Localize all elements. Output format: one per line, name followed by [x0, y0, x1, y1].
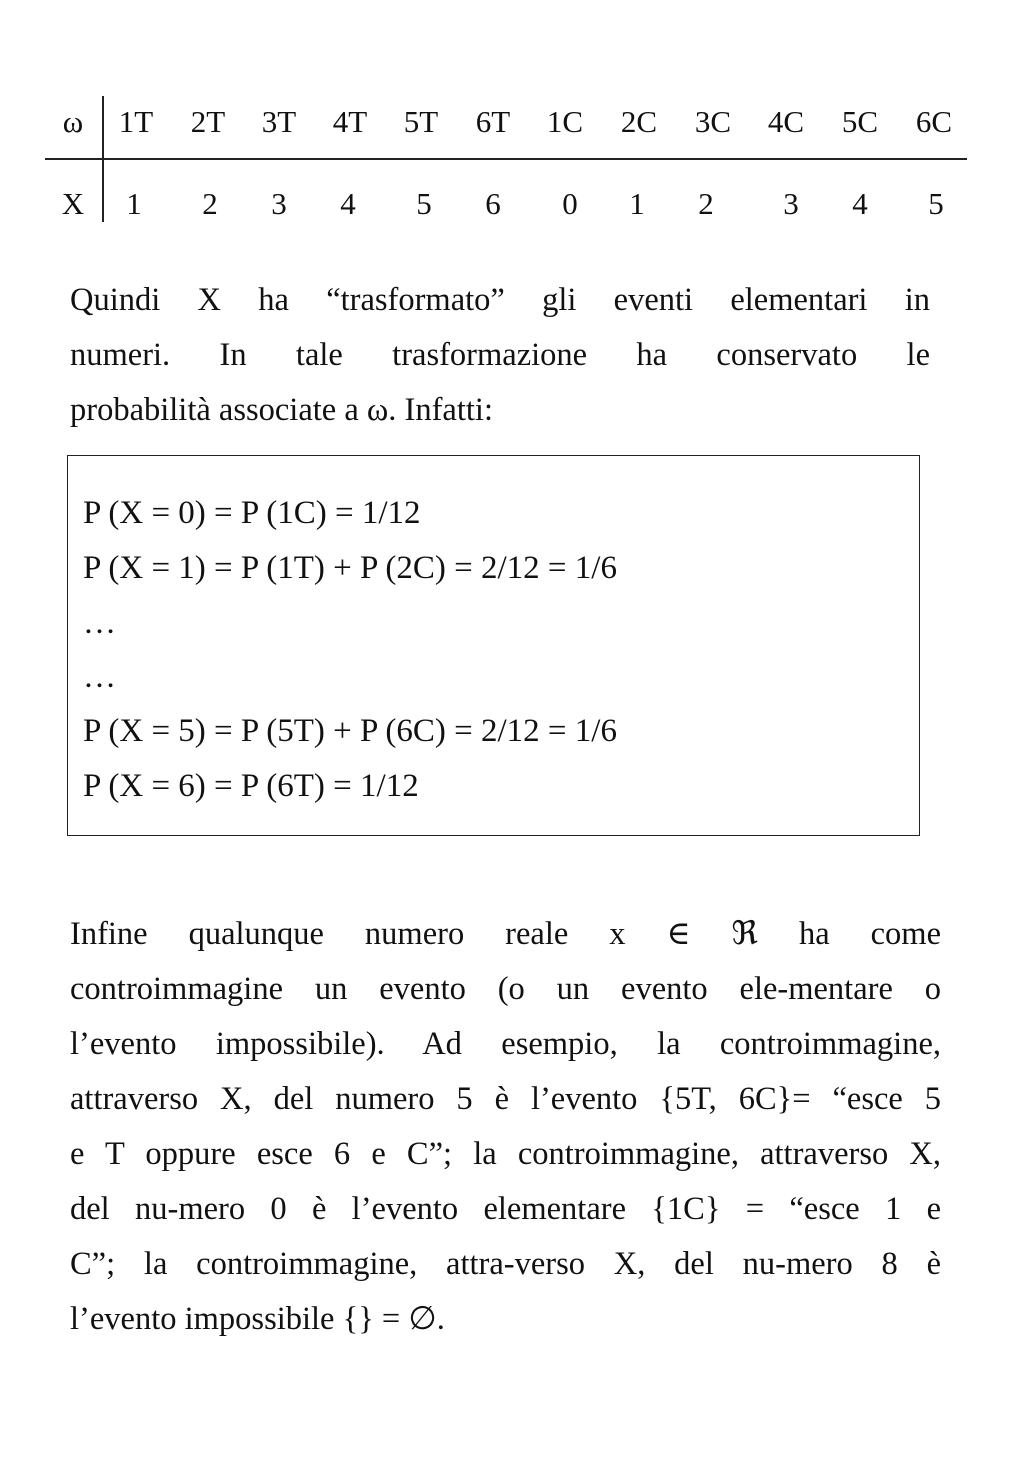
- paragraph-line: C”; la controimmagine, attra-verso X, del nu-mero 8 è: [70, 1246, 941, 1282]
- table-cell: 1T: [118, 104, 154, 139]
- table-cell: 5T: [403, 104, 439, 139]
- table-cell: 5: [928, 186, 944, 221]
- table-cell: 3C: [694, 104, 732, 139]
- intro-paragraph: [70, 273, 930, 438]
- table-cell: 0: [562, 186, 578, 221]
- ellipsis-line: …: [83, 605, 116, 641]
- table-cell: 1: [126, 186, 142, 221]
- table-cell: 5: [416, 186, 432, 221]
- table-cell: 4: [340, 186, 356, 221]
- row-label-x: X: [61, 186, 85, 221]
- table-cell: 2: [698, 186, 714, 221]
- equation-line: P (X = 0) = P (1C) = 1/12: [83, 495, 421, 531]
- paragraph-line: numeri. In tale trasformazione ha conservato le: [70, 337, 930, 373]
- paragraph-line: del nu-mero 0 è l’evento elementare {1C} = “esce 1 e: [70, 1191, 941, 1227]
- table-cell: 3: [783, 186, 799, 221]
- paragraph-line: l’evento impossibile {} = ∅.: [70, 1301, 445, 1337]
- table-cell: 6C: [915, 104, 953, 139]
- equation-line: P (X = 6) = P (6T) = 1/12: [83, 768, 419, 804]
- probability-box: [67, 455, 920, 836]
- equation-line: P (X = 5) = P (5T) + P (6C) = 2/12 = 1/6: [83, 713, 617, 749]
- table-cell: 6T: [475, 104, 511, 139]
- explanation-paragraph: [70, 907, 941, 1347]
- paragraph-line: l’evento impossibile). Ad esempio, la controimmagine,: [70, 1026, 941, 1062]
- row-label-omega: ω: [62, 104, 84, 139]
- table-cell: 4C: [767, 104, 805, 139]
- table-cell: 2: [202, 186, 218, 221]
- paragraph-line: controimmagine un evento (o un evento ele-mentare o: [70, 971, 941, 1007]
- paragraph-line: attraverso X, del numero 5 è l’evento {5T, 6C}= “esce 5: [70, 1081, 941, 1117]
- table-cell: 1: [629, 186, 645, 221]
- table-cell: 3: [271, 186, 287, 221]
- table-cell: 3T: [261, 104, 297, 139]
- paragraph-line: Infine qualunque numero reale x ∈ ℜ ha come: [70, 916, 941, 952]
- table-row-x: [45, 184, 967, 224]
- table-cell: 2C: [620, 104, 658, 139]
- paragraph-line: Quindi X ha “trasformato” gli eventi elementari in: [70, 282, 930, 318]
- table-cell: 4: [852, 186, 868, 221]
- paragraph-line: probabilità associate a ω. Infatti:: [70, 392, 493, 428]
- table-cell: 1C: [546, 104, 584, 139]
- table-cell: 2T: [190, 104, 226, 139]
- paragraph-line: e T oppure esce 6 e C”; la controimmagine, attraverso X,: [70, 1136, 941, 1172]
- table-cell: 6: [485, 186, 501, 221]
- table-cell: 4T: [332, 104, 368, 139]
- mapping-table: [45, 96, 967, 222]
- table-cell: 5C: [841, 104, 879, 139]
- table-row-omega: [45, 102, 967, 142]
- ellipsis-line: …: [83, 659, 116, 695]
- table-horizontal-rule: [45, 158, 967, 160]
- equation-line: P (X = 1) = P (1T) + P (2C) = 2/12 = 1/6: [83, 550, 617, 586]
